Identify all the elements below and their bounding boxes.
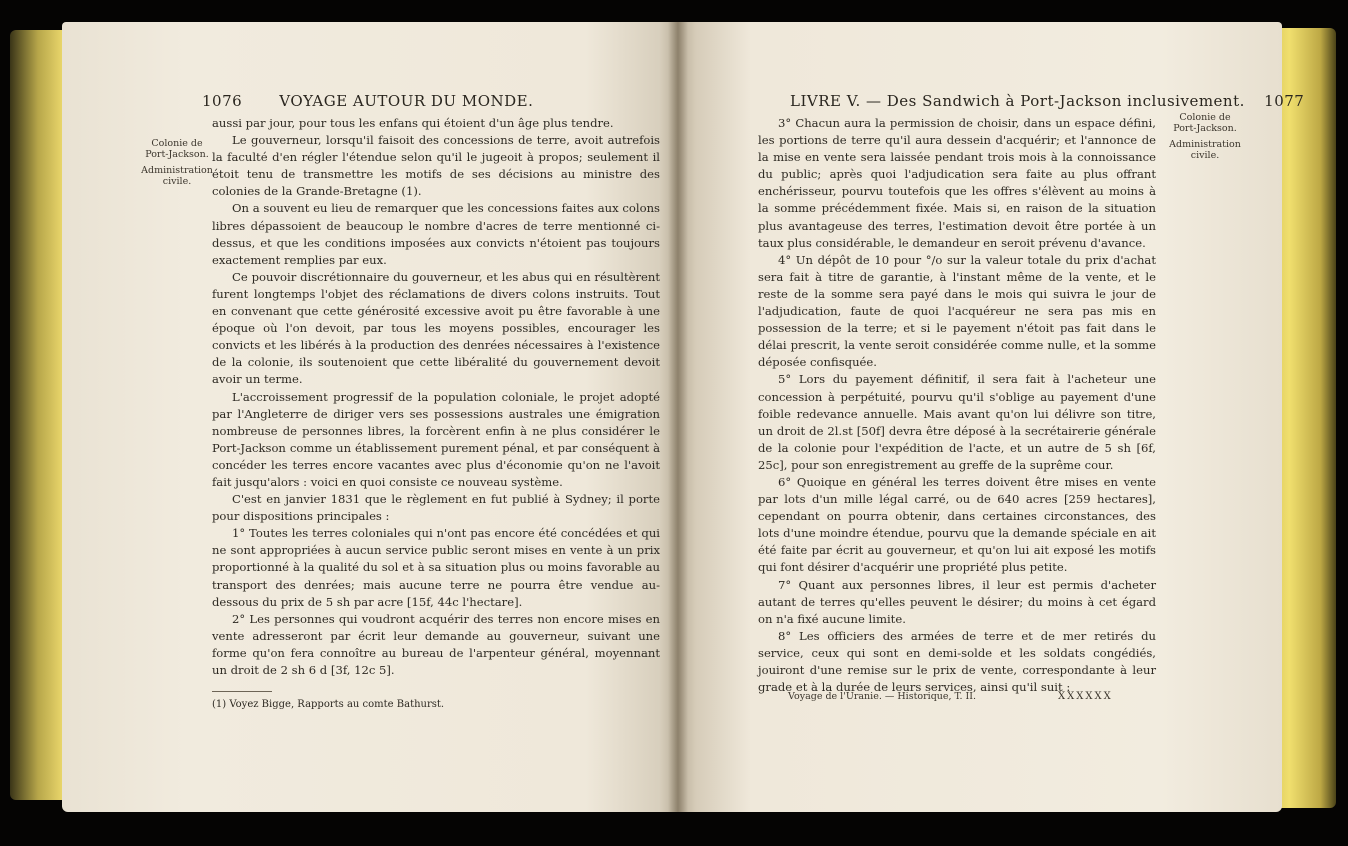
paragraph: 3° Chacun aura la permission de choisir, dans un espace défini, les portions de terre qu'il aura dessein d'acquérir; et l'annonce de la mise en vente sera laissée pendant trois mois à la connoissance du public; après quoi l'adjudication sera faite au plus offrant enchérisseur, pourvu toutefois que les offres s'élèvent au moins à la somme précédemment fixée. Mais si, en raison de la situation plus avantageuse des terres, l'estimation devoit être portée à un taux plus considérable, le demandeur en seroit prévenu d'avance. [758,116,1156,250]
footer-title: Voyage de l'Uranie. — Historique, T. II. [788,691,977,702]
paragraph: 6° Quoique en général les terres doivent être mises en vente par lots d'un mille légal carré, ou de 640 acres [259 hectares], cependant on pourra obtenir, dans certaines circonstances, des lots d'une moindre étendue, pourvu que la demande spéciale en ait été faite par écrit au gouverneur, et qu'on lui ait exposé les motifs qui font désirer d'acquérir une propriété plus petite. [758,474,1156,575]
book-gutter [668,22,688,812]
paragraph: Le gouverneur, lorsqu'il faisoit des concessions de terre, avoit autrefois la faculté d'en régler l'étendue selon qu'il le jugeoit à propos; seulement il étoit tenu de transmettre les motifs de ses décisions au ministre des colonies de la Grande-Bretagne (1). [212,133,660,199]
paragraph: L'accroissement progressif de la population coloniale, le projet adopté par l'Angleterre de diriger vers ses possessions australes une émigration nombreuse de personnes libres, la forcèrent enfin à ne plus considérer le Port-Jackson comme un établissement purement pénal, et par conséquent à concéder les terres encore vacantes avec plus d'économie qu'on ne l'avoit fait jusqu'alors : voici en quoi consiste ce nouveau système. [212,389,660,489]
margin-note-administration: Administration civile. [141,165,213,187]
margin-note-colony: Colonie de Port-Jackson. [145,138,209,160]
right-page-number: 1077 [1264,92,1305,110]
left-page-header [202,92,582,110]
left-margin-notes [140,138,214,192]
footnote-divider [212,691,272,692]
right-page-footer [788,691,1188,702]
margin-note-colony: Colonie de Port-Jackson. [1173,112,1237,134]
paragraph: 5° Lors du payement définitif, il sera fait à l'acheteur une concession à perpétuité, pourvu qu'il s'oblige au payement d'une foible redevance annuelle. Mais avant qu'on lui délivre son titre, un droit de 2l.st [50f] devra être déposé à la secrétairerie générale de la colonie pour l'expédition de l'acte, et un autre de 5 sh [6f, 25c], pour son enregistrement au greffe de la suprême cour. [758,372,1156,472]
paragraph: C'est en janvier 1831 que le règlement en fut publié à Sydney; il porte pour dispositions principales : [212,492,660,524]
paragraph: On a souvent eu lieu de remarquer que les concessions faites aux colons libres dépassoient de beaucoup le nombre d'acres de terre mentionné ci-dessus, et que les conditions imposées aux convicts n'étoient pas toujours exactement remplies par eux. [212,201,660,267]
paragraph: 7° Quant aux personnes libres, il leur est permis d'acheter autant de terres qu'elles peuvent le désirer; du moins à cet égard on n'a fixé aucune limite. [758,577,1156,626]
right-running-title: LIVRE V. — Des Sandwich à Port-Jackson inclusivement. [790,92,1245,110]
right-body-text [758,115,1156,696]
right-page-header [790,92,1304,110]
margin-note-administration: Administration civile. [1169,139,1241,161]
paragraph: 8° Les officiers des armées de terre et de mer retirés du service, ceux qui sont en demi-solde et les soldats congédiés, jouiront d'une remise sur le prix de vente, correspondante à leur grade et à la durée de leurs services, ainsi qu'il suit : [758,628,1156,695]
signature-mark: XXXXXX [1058,691,1113,702]
left-running-title: VOYAGE AUTOUR DU MONDE. [279,92,534,110]
paragraph: 2° Les personnes qui voudront acquérir des terres non encore mises en vente adresseront par écrit leur demande au gouverneur, suivant une forme qu'on fera connoître au bureau de l'arpenteur général, moyennant un droit de 2 sh 6 d [3f, 12c 5]. [212,611,660,677]
left-page [62,22,678,812]
right-margin-notes [1168,112,1242,166]
paragraph: Ce pouvoir discrétionnaire du gouverneur, et les abus qui en résultèrent furent longtemps l'objet des réclamations de divers colons instruits. Tout en convenant que cette générosité excessive avoit pu être favorable à une époque où l'on devoit, par tous les moyens possibles, encourager les convicts et les libérés à la production des denrées nécessaires à l'existence de la colonie, ils soutenoient que cette libéralité du gouvernement devoit avoir un terme. [212,269,660,387]
right-page [678,22,1305,812]
left-page-number: 1076 [202,92,243,110]
paragraph: 4° Un dépôt de 10 pour °/o sur la valeur totale du prix d'achat sera fait à titre de garantie, à l'instant même de la vente, et le reste de la somme sera payé dans le mois qui suivra le jour de l'adjudication, faute de quoi l'acquéreur ne sera pas mis en possession de la terre; et si le payement n'étoit pas fait dans le délai prescrit, la vente seroit considérée comme nulle, et la somme déposée confisquée. [758,252,1156,370]
paragraph: aussi par jour, pour tous les enfans qui étoient d'un âge plus tendre. [212,116,614,130]
left-body-text [212,115,660,711]
paragraph: 1° Toutes les terres coloniales qui n'ont pas encore été concédées et qui ne sont appropriées à aucun service public seront mises en vente à un prix proportionné à la qualité du sol et à sa situation plus ou moins favorable au transport des denrées; mais aucune terre ne pourra être vendue au-dessous du prix de 5 sh par acre [15f, 44c l'hectare]. [212,526,660,609]
footnote: (1) Voyez Bigge, Rapports au comte Bathurst. [212,699,445,711]
